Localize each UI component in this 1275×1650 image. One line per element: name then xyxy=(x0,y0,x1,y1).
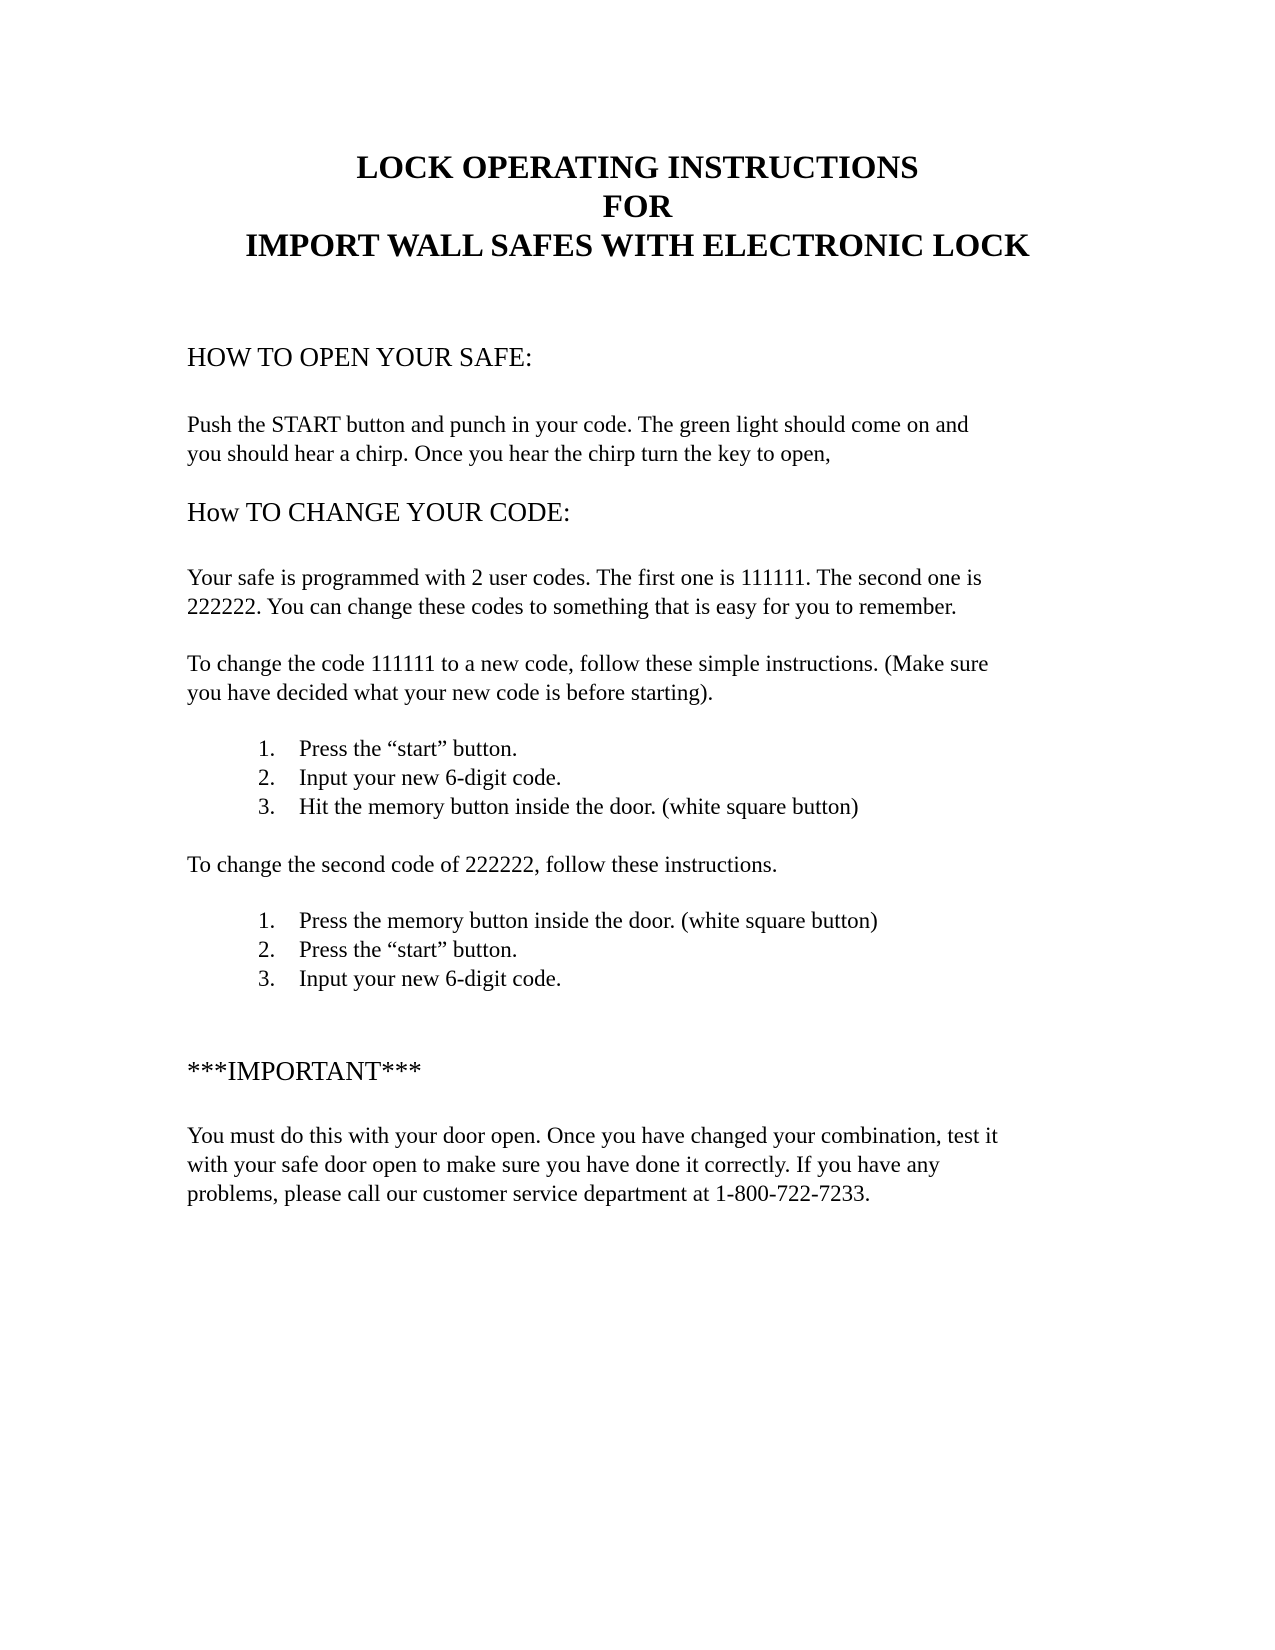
second-code-steps xyxy=(0,906,1275,993)
second-code-intro xyxy=(187,850,1087,879)
title-line-3: IMPORT WALL SAFES WITH ELECTRONIC LOCK xyxy=(245,228,1030,264)
list-item xyxy=(0,964,1275,993)
list-text: Press the “start” button. xyxy=(299,937,518,962)
first-code-intro xyxy=(187,649,1087,707)
list-item xyxy=(0,734,1275,763)
list-item xyxy=(0,935,1275,964)
list-item xyxy=(0,792,1275,821)
list-number: 1. xyxy=(258,736,276,761)
change-code-heading: How TO CHANGE YOUR CODE: xyxy=(187,497,571,527)
list-text: Input your new 6-digit code. xyxy=(299,765,562,790)
paragraph-line: Push the START button and punch in your code. The green light should come on and xyxy=(187,412,969,437)
paragraph-line: with your safe door open to make sure you have done it correctly. If you have any xyxy=(187,1152,940,1177)
title-line-2: FOR xyxy=(602,189,673,225)
title-line-1: LOCK OPERATING INSTRUCTIONS xyxy=(356,150,919,186)
list-number: 3. xyxy=(258,794,276,819)
list-text: Input your new 6-digit code. xyxy=(299,966,562,991)
list-number: 3. xyxy=(258,966,276,991)
list-text: Press the “start” button. xyxy=(299,736,518,761)
list-number: 1. xyxy=(258,908,276,933)
paragraph-line: problems, please call our customer service department at 1-800-722-7233. xyxy=(187,1181,871,1206)
list-text: Press the memory button inside the door. (white square button) xyxy=(299,908,878,933)
paragraph-line: you should hear a chirp. Once you hear the chirp turn the key to open, xyxy=(187,441,831,466)
change-code-intro xyxy=(187,563,1087,621)
paragraph-line: you have decided what your new code is before starting). xyxy=(187,680,714,705)
list-number: 2. xyxy=(258,765,276,790)
list-item xyxy=(0,906,1275,935)
important-heading: ***IMPORTANT*** xyxy=(187,1056,422,1086)
paragraph-line: To change the code 111111 to a new code, follow these simple instructions. (Make sure xyxy=(187,651,989,676)
open-safe-heading: HOW TO OPEN YOUR SAFE: xyxy=(187,342,533,372)
paragraph-line: Your safe is programmed with 2 user codes. The first one is 111111. The second one is xyxy=(187,565,982,590)
list-number: 2. xyxy=(258,937,276,962)
paragraph-line: You must do this with your door open. Once you have changed your combination, test it xyxy=(187,1123,998,1148)
paragraph-line: 222222. You can change these codes to something that is easy for you to remember. xyxy=(187,594,957,619)
list-item xyxy=(0,763,1275,792)
first-code-steps xyxy=(0,734,1275,821)
paragraph-line: To change the second code of 222222, follow these instructions. xyxy=(187,852,778,877)
important-paragraph xyxy=(187,1121,1087,1208)
list-text: Hit the memory button inside the door. (white square button) xyxy=(299,794,859,819)
open-safe-paragraph xyxy=(187,410,1087,468)
